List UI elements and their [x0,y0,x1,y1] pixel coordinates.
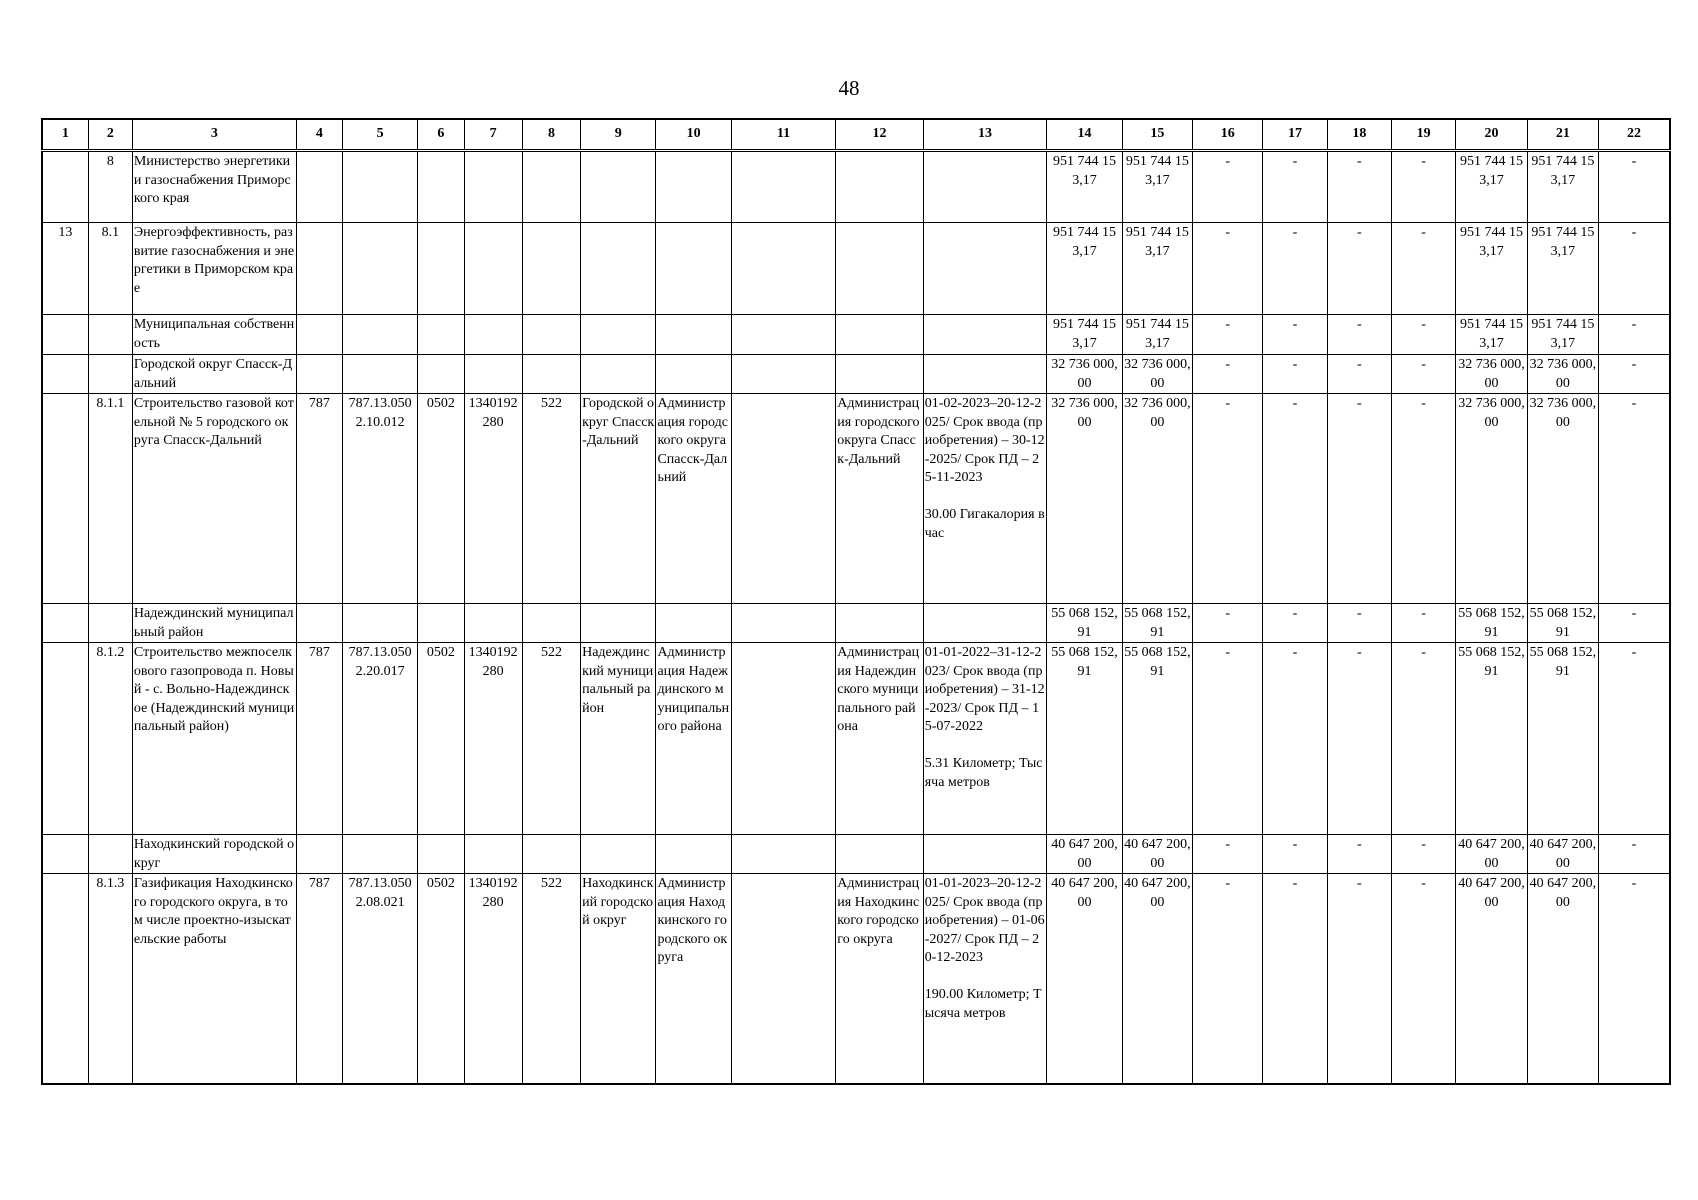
cell-col-7: 1340192280 [464,394,522,604]
cell-col-5 [342,604,417,643]
cell-col-21: 951 744 153,17 [1527,315,1598,355]
cell-col-10 [656,835,731,874]
cell-col-1 [42,151,88,223]
cell-col-16: - [1193,643,1263,835]
cell-col-17: - [1263,874,1327,1084]
cell-col-6: 0502 [418,874,464,1084]
cell-col-12 [836,604,923,643]
budget-table [41,118,1671,1085]
cell-col-4: 787 [296,394,342,604]
cell-col-8: 522 [522,874,580,1084]
column-header-22: 22 [1598,119,1670,151]
cell-col-9 [581,835,656,874]
cell-col-3: Строительство межпоселкового газопровода п. Новый - с. Вольно-Надеждинское (Надеждинский муниципальный район) [132,643,296,835]
cell-col-16: - [1193,355,1263,394]
cell-col-14: 951 744 153,17 [1047,151,1122,223]
cell-col-14: 951 744 153,17 [1047,223,1122,315]
cell-col-10 [656,151,731,223]
cell-col-3: Надеждинский муниципальный район [132,604,296,643]
column-header-13: 13 [923,119,1047,151]
cell-col-19: - [1391,643,1455,835]
cell-col-10: Администрация Находкинского городского округа [656,874,731,1084]
cell-col-4 [296,835,342,874]
cell-col-22: - [1598,643,1670,835]
column-header-6: 6 [418,119,464,151]
column-header-5: 5 [342,119,417,151]
column-header-2: 2 [88,119,132,151]
cell-col-1 [42,315,88,355]
cell-col-4 [296,151,342,223]
cell-col-17: - [1263,835,1327,874]
cell-col-21: 951 744 153,17 [1527,151,1598,223]
cell-col-7 [464,151,522,223]
cell-col-14: 55 068 152,91 [1047,604,1122,643]
cell-col-1: 13 [42,223,88,315]
cell-col-5: 787.13.0502.08.021 [342,874,417,1084]
cell-col-16: - [1193,835,1263,874]
column-header-15: 15 [1122,119,1192,151]
cell-col-4: 787 [296,874,342,1084]
cell-col-6: 0502 [418,394,464,604]
cell-col-22: - [1598,223,1670,315]
cell-col-10 [656,223,731,315]
cell-col-11 [731,874,836,1084]
cell-col-13: 01-01-2022–31-12-2023/ Срок ввода (приобретения) – 31-12-2023/ Срок ПД – 15-07-2022 5.31 Километр; Тысяча метров [923,643,1047,835]
cell-col-11 [731,315,836,355]
cell-col-19: - [1391,355,1455,394]
table-row [42,151,1670,223]
cell-col-9: Надеждинский муниципальный район [581,643,656,835]
cell-col-13 [923,151,1047,223]
cell-col-2 [88,604,132,643]
cell-col-6 [418,315,464,355]
cell-col-9 [581,355,656,394]
column-header-3: 3 [132,119,296,151]
cell-col-17: - [1263,643,1327,835]
column-header-14: 14 [1047,119,1122,151]
cell-col-14: 55 068 152,91 [1047,643,1122,835]
cell-col-21: 951 744 153,17 [1527,223,1598,315]
cell-col-4 [296,223,342,315]
cell-col-22: - [1598,874,1670,1084]
cell-col-13 [923,315,1047,355]
cell-col-2: 8.1.3 [88,874,132,1084]
cell-col-20: 55 068 152,91 [1456,643,1527,835]
cell-col-8 [522,604,580,643]
cell-col-15: 40 647 200,00 [1122,835,1192,874]
cell-col-9 [581,604,656,643]
cell-col-6 [418,835,464,874]
column-header-8: 8 [522,119,580,151]
cell-col-18: - [1327,394,1391,604]
cell-col-18: - [1327,835,1391,874]
column-header-16: 16 [1193,119,1263,151]
cell-col-19: - [1391,394,1455,604]
cell-col-17: - [1263,315,1327,355]
cell-col-9: Находкинский городской округ [581,874,656,1084]
cell-col-13 [923,223,1047,315]
cell-col-9 [581,315,656,355]
cell-col-21: 40 647 200,00 [1527,874,1598,1084]
cell-col-7 [464,835,522,874]
column-header-1: 1 [42,119,88,151]
cell-col-22: - [1598,315,1670,355]
cell-col-5: 787.13.0502.10.012 [342,394,417,604]
column-header-10: 10 [656,119,731,151]
cell-col-3: Городской округ Спасск-Дальний [132,355,296,394]
cell-col-20: 951 744 153,17 [1456,151,1527,223]
table-row [42,394,1670,604]
cell-col-10: Администрация Надеждинского муниципального района [656,643,731,835]
cell-col-20: 951 744 153,17 [1456,315,1527,355]
cell-col-18: - [1327,315,1391,355]
cell-col-18: - [1327,151,1391,223]
cell-col-5 [342,835,417,874]
cell-col-16: - [1193,604,1263,643]
cell-col-6 [418,355,464,394]
cell-col-6 [418,151,464,223]
cell-col-22: - [1598,604,1670,643]
cell-col-22: - [1598,835,1670,874]
cell-col-5 [342,315,417,355]
cell-col-12 [836,223,923,315]
cell-col-10 [656,355,731,394]
cell-col-17: - [1263,151,1327,223]
cell-col-12 [836,355,923,394]
cell-col-2 [88,835,132,874]
cell-col-6 [418,604,464,643]
cell-col-12: Администрация Надеждинского муниципального района [836,643,923,835]
cell-col-7: 1340192280 [464,874,522,1084]
cell-col-3: Газификация Находкинского городского округа, в том числе проектно-изыскательские работы [132,874,296,1084]
cell-col-3: Министерство энергетики и газоснабжения Приморского края [132,151,296,223]
cell-col-20: 55 068 152,91 [1456,604,1527,643]
cell-col-14: 951 744 153,17 [1047,315,1122,355]
cell-col-16: - [1193,874,1263,1084]
cell-col-13 [923,604,1047,643]
cell-col-20: 32 736 000,00 [1456,394,1527,604]
cell-col-18: - [1327,874,1391,1084]
column-header-7: 7 [464,119,522,151]
cell-col-14: 40 647 200,00 [1047,835,1122,874]
column-header-19: 19 [1391,119,1455,151]
cell-col-20: 951 744 153,17 [1456,223,1527,315]
cell-col-10 [656,604,731,643]
cell-col-2 [88,355,132,394]
cell-col-22: - [1598,355,1670,394]
cell-col-8: 522 [522,643,580,835]
table-row [42,643,1670,835]
cell-col-21: 55 068 152,91 [1527,643,1598,835]
cell-col-7 [464,315,522,355]
cell-col-13 [923,835,1047,874]
cell-col-4 [296,604,342,643]
cell-col-12: Администрация Находкинского городского округа [836,874,923,1084]
cell-col-12 [836,151,923,223]
cell-col-11 [731,355,836,394]
cell-col-5 [342,151,417,223]
table-row [42,223,1670,315]
cell-col-12: Администрация городского округа Спасск-Дальний [836,394,923,604]
cell-col-3: Находкинский городской округ [132,835,296,874]
cell-col-1 [42,394,88,604]
cell-col-11 [731,604,836,643]
cell-col-15: 55 068 152,91 [1122,643,1192,835]
table-row [42,835,1670,874]
cell-col-13 [923,355,1047,394]
cell-col-5 [342,223,417,315]
cell-col-8: 522 [522,394,580,604]
cell-col-21: 32 736 000,00 [1527,394,1598,604]
table-row [42,315,1670,355]
cell-col-21: 55 068 152,91 [1527,604,1598,643]
cell-col-8 [522,315,580,355]
cell-col-15: 951 744 153,17 [1122,315,1192,355]
cell-col-21: 32 736 000,00 [1527,355,1598,394]
cell-col-22: - [1598,151,1670,223]
cell-col-14: 32 736 000,00 [1047,355,1122,394]
cell-col-4 [296,315,342,355]
cell-col-11 [731,151,836,223]
cell-col-8 [522,223,580,315]
column-header-9: 9 [581,119,656,151]
cell-col-4: 787 [296,643,342,835]
cell-col-19: - [1391,874,1455,1084]
cell-col-7 [464,355,522,394]
cell-col-14: 40 647 200,00 [1047,874,1122,1084]
cell-col-7 [464,223,522,315]
table-body [42,151,1670,1084]
table-row [42,604,1670,643]
cell-col-11 [731,643,836,835]
column-header-21: 21 [1527,119,1598,151]
cell-col-1 [42,874,88,1084]
cell-col-11 [731,835,836,874]
cell-col-2: 8.1 [88,223,132,315]
cell-col-13: 01-02-2023–20-12-2025/ Срок ввода (приобретения) – 30-12-2025/ Срок ПД – 25-11-2023 30.00 Гигакалория в час [923,394,1047,604]
cell-col-9 [581,223,656,315]
cell-col-15: 32 736 000,00 [1122,394,1192,604]
cell-col-1 [42,604,88,643]
table-row [42,874,1670,1084]
cell-col-11 [731,223,836,315]
cell-col-19: - [1391,835,1455,874]
cell-col-22: - [1598,394,1670,604]
cell-col-8 [522,355,580,394]
cell-col-14: 32 736 000,00 [1047,394,1122,604]
cell-col-20: 32 736 000,00 [1456,355,1527,394]
cell-col-16: - [1193,394,1263,604]
cell-col-19: - [1391,604,1455,643]
column-header-18: 18 [1327,119,1391,151]
cell-col-19: - [1391,151,1455,223]
cell-col-17: - [1263,604,1327,643]
cell-col-6: 0502 [418,643,464,835]
cell-col-19: - [1391,223,1455,315]
cell-col-9: Городской округ Спасск-Дальний [581,394,656,604]
cell-col-3: Энергоэффективность, развитие газоснабжения и энергетики в Приморском крае [132,223,296,315]
cell-col-5 [342,355,417,394]
column-header-12: 12 [836,119,923,151]
cell-col-20: 40 647 200,00 [1456,835,1527,874]
cell-col-7 [464,604,522,643]
cell-col-16: - [1193,315,1263,355]
cell-col-6 [418,223,464,315]
cell-col-7: 1340192280 [464,643,522,835]
cell-col-9 [581,151,656,223]
cell-col-8 [522,835,580,874]
table-row [42,355,1670,394]
cell-col-18: - [1327,355,1391,394]
cell-col-12 [836,835,923,874]
cell-col-1 [42,355,88,394]
cell-col-1 [42,643,88,835]
cell-col-2: 8 [88,151,132,223]
cell-col-3: Муниципальная собственность [132,315,296,355]
cell-col-21: 40 647 200,00 [1527,835,1598,874]
cell-col-19: - [1391,315,1455,355]
header-row [42,119,1670,151]
cell-col-13: 01-01-2023–20-12-2025/ Срок ввода (приобретения) – 01-06-2027/ Срок ПД – 20-12-2023 190.00 Километр; Тысяча метров [923,874,1047,1084]
cell-col-17: - [1263,223,1327,315]
cell-col-10: Администрация городского округа Спасск-Дальний [656,394,731,604]
cell-col-3: Строительство газовой котельной № 5 городского округа Спасск-Дальний [132,394,296,604]
cell-col-2: 8.1.2 [88,643,132,835]
cell-col-16: - [1193,151,1263,223]
cell-col-20: 40 647 200,00 [1456,874,1527,1084]
cell-col-1 [42,835,88,874]
column-header-17: 17 [1263,119,1327,151]
cell-col-15: 951 744 153,17 [1122,151,1192,223]
cell-col-15: 951 744 153,17 [1122,223,1192,315]
cell-col-2: 8.1.1 [88,394,132,604]
cell-col-4 [296,355,342,394]
cell-col-11 [731,394,836,604]
cell-col-18: - [1327,643,1391,835]
cell-col-18: - [1327,604,1391,643]
cell-col-12 [836,315,923,355]
cell-col-17: - [1263,394,1327,604]
cell-col-15: 40 647 200,00 [1122,874,1192,1084]
page-number: 48 [838,76,860,100]
cell-col-18: - [1327,223,1391,315]
cell-col-8 [522,151,580,223]
cell-col-2 [88,315,132,355]
column-header-20: 20 [1456,119,1527,151]
column-header-4: 4 [296,119,342,151]
cell-col-15: 55 068 152,91 [1122,604,1192,643]
cell-col-15: 32 736 000,00 [1122,355,1192,394]
cell-col-10 [656,315,731,355]
cell-col-16: - [1193,223,1263,315]
cell-col-17: - [1263,355,1327,394]
cell-col-5: 787.13.0502.20.017 [342,643,417,835]
column-header-11: 11 [731,119,836,151]
